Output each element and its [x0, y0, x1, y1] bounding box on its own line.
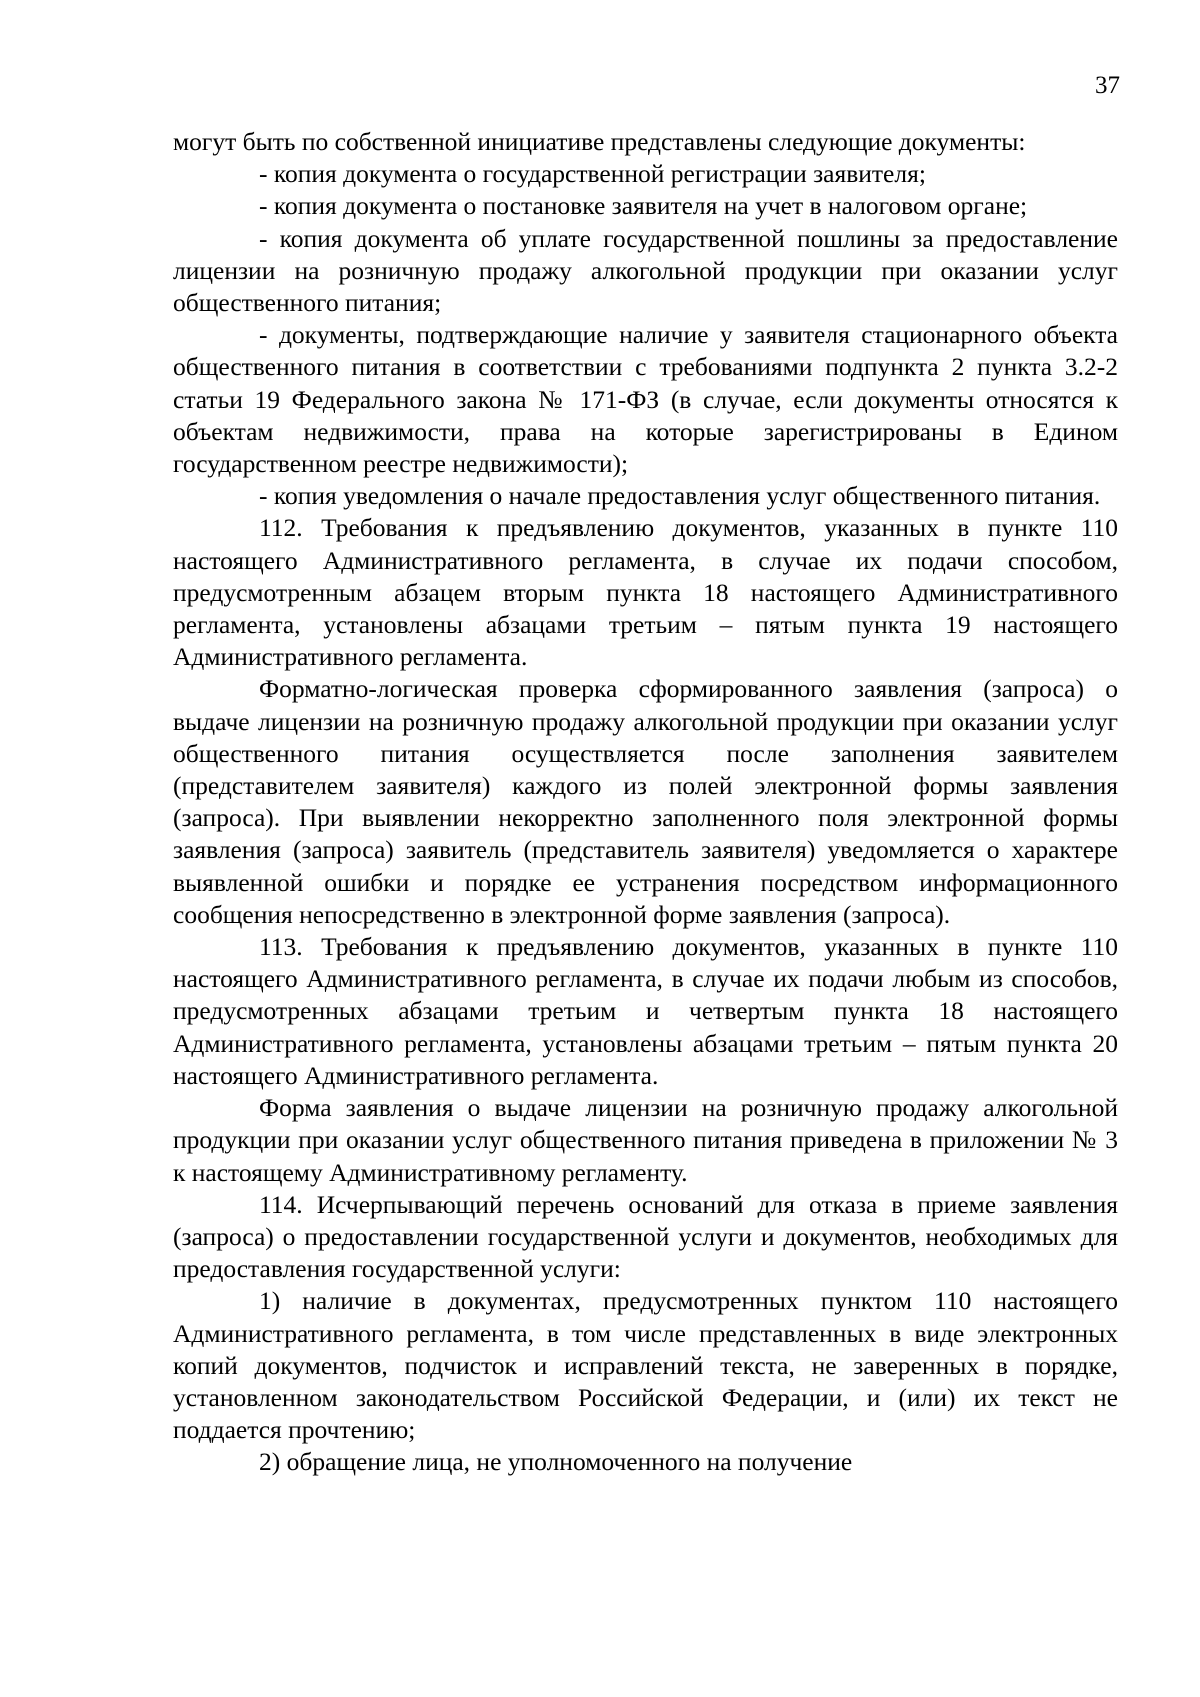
paragraph: - копия документа о постановке заявителя на учет в налоговом органе; [259, 191, 1028, 221]
paragraph: - документы, подтверждающие наличие у заявителя стационарного объекта общественного питания в соответствии с требованиями подпункта 2 пункта 3.2-2 статьи 19 Федерального закона № 171-ФЗ (в случае, если документы относятся к объектам недвижимости, права на которые зарегистрированы в Едином государственном реестре недвижимости); [173, 320, 1118, 479]
document-body [173, 126, 1118, 1479]
paragraph: - копия документа об уплате государственной пошлины за предоставление лицензии на розничную продажу алкогольной продукции при оказании услуг общественного питания; [173, 223, 1118, 318]
paragraph: 2) обращение лица, не уполномоченного на получение [259, 1447, 853, 1477]
paragraph: Форма заявления о выдаче лицензии на розничную продажу алкогольной продукции при оказании услуг общественного питания приведена в приложении № 3 к настоящему Административному регламенту. [173, 1093, 1118, 1187]
paragraph: 114. Исчерпывающий перечень оснований для отказа в приеме заявления (запроса) о предоставлении государственной услуги и документов, необходимых для предоставления государственной услуги: [173, 1189, 1118, 1284]
paragraph: Форматно-логическая проверка сформированного заявления (запроса) о выдаче лицензии на розничную продажу алкогольной продукции при оказании услуг общественного питания осуществляется после заполнения заявителем (представителем заявителя) каждого из полей электронной формы заявления (запроса). При выявлении некорректно заполненного поля электронной формы заявления (запроса) заявитель (представитель заявителя) уведомляется о характере выявленной ошибки и порядке ее устранения посредством информационного сообщения непосредственно в электронной форме заявления (запроса). [173, 674, 1118, 929]
paragraph: могут быть по собственной инициативе представлены следующие документы: [173, 127, 1026, 156]
paragraph: - копия документа о государственной регистрации заявителя; [259, 159, 926, 189]
paragraph: 112. Требования к предъявлению документов, указанных в пункте 110 настоящего Административного регламента, в случае их подачи способом, предусмотренным абзацем вторым пункта 18 настоящего Административного регламента, установлены абзацами третьим – пятым пункта 19 настоящего Административного регламента. [173, 513, 1118, 672]
paragraph: 1) наличие в документах, предусмотренных пунктом 110 настоящего Административного регламента, в том числе представленных в виде электронных копий документов, подчисток и исправлений текста, не заверенных в порядке, установленном законодательством Российской Федерации, и (или) их текст не поддается прочтению; [173, 1286, 1118, 1445]
page-number: 37 [1095, 72, 1120, 99]
paragraph: 113. Требования к предъявлению документов, указанных в пункте 110 настоящего Административного регламента, в случае их подачи любым из способов, предусмотренных абзацами третьим и четвертым пункта 18 настоящего Административного регламента, установлены абзацами третьим – пятым пункта 20 настоящего Административного регламента. [173, 932, 1118, 1090]
paragraph: - копия уведомления о начале предоставления услуг общественного питания. [259, 481, 1101, 511]
